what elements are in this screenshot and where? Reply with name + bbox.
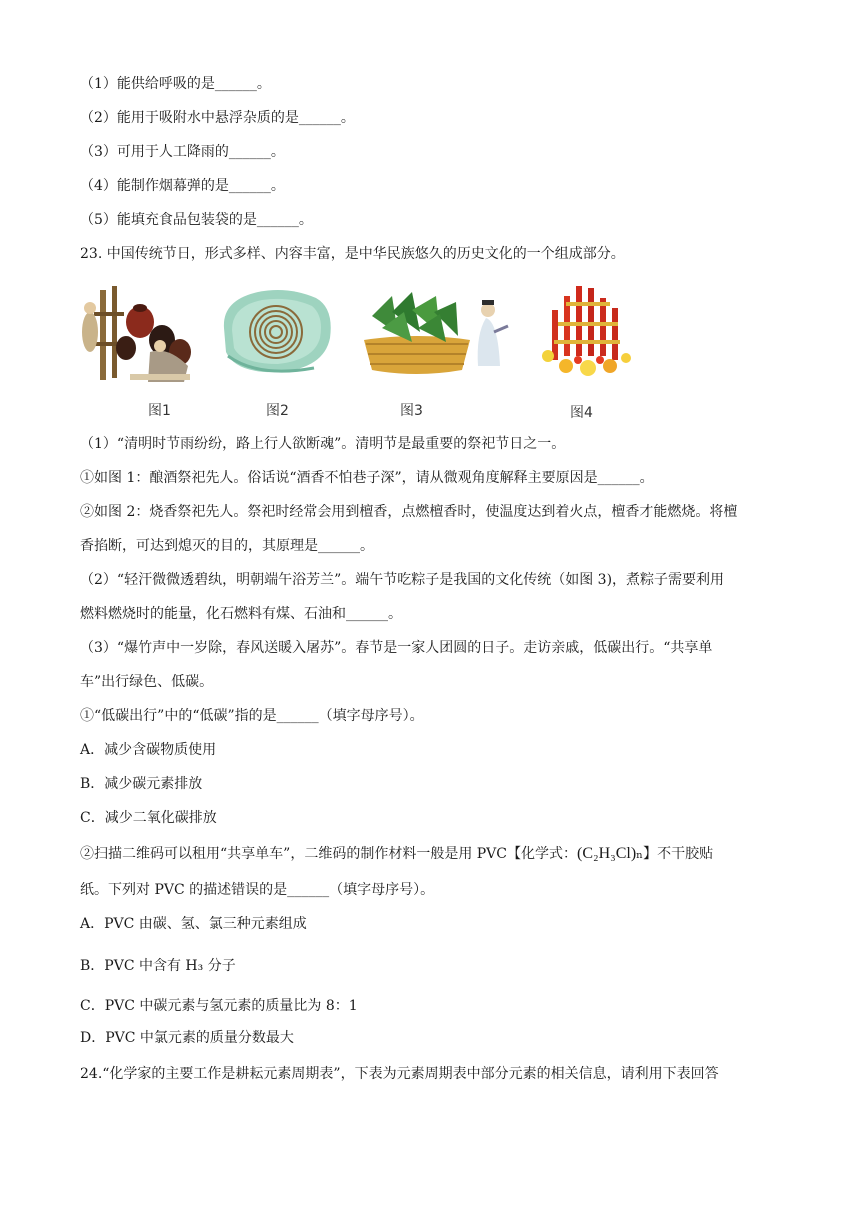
figure-1-wine-ritual-image	[80, 282, 202, 390]
q23-part3-a: ①“低碳出行”中的“低碳”指的是______（填字母序号）。	[80, 708, 424, 724]
q23-part3-b-option-b: B．PVC 中含有 H₃ 分子	[80, 958, 236, 974]
q23-stem: 23. 中国传统节日，形式多样、内容丰富，是中华民族悠久的历史文化的一个组成部分。	[80, 246, 625, 262]
figure-4-caption: 图4	[570, 405, 593, 421]
figure-4-firecrackers-image	[536, 282, 636, 380]
figure-3-caption: 图3	[400, 403, 423, 419]
q23-part1-intro: （1）“清明时节雨纷纷，路上行人欲断魂”。清明节是最重要的祭祀节日之一。	[80, 436, 566, 452]
q23-part1-a: ①如图 1：酿酒祭祀先人。俗话说“酒香不怕巷子深”，请从微观角度解释主要原因是______。	[80, 470, 654, 486]
q22-item-2: （2）能用于吸附水中悬浮杂质的是______。	[80, 110, 355, 126]
q23-part3-b-option-d: D．PVC 中氯元素的质量分数最大	[80, 1030, 294, 1046]
figure-3-zongzi-image	[358, 282, 514, 378]
q23-part3-b-text-post: 】不干胶贴	[643, 846, 714, 862]
q23-part3-b-option-a: A．PVC 由碳、氢、氯三种元素组成	[80, 916, 307, 932]
q23-part3-b-line1	[80, 844, 713, 864]
q22-item-5: （5）能填充食品包装袋的是______。	[80, 212, 313, 228]
q23-part3-line2: 车”出行绿色、低碳。	[80, 674, 214, 690]
figure-2-incense-coil-image	[218, 282, 336, 380]
q23-part3-line1: （3）“爆竹声中一岁除，春风送暖入屠苏”。春节是一家人团圆的日子。走访亲戚，低碳出行。“共享单	[80, 640, 713, 656]
q23-part2-line2: 燃料燃烧时的能量，化石燃料有煤、石油和______。	[80, 606, 402, 622]
q24-stem: 24.“化学家的主要工作是耕耘元素周期表”，下表为元素周期表中部分元素的相关信息，请利用下表回答	[80, 1066, 719, 1082]
q23-part3-a-option-b: B．减少碳元素排放	[80, 776, 203, 792]
q23-part1-b-line2: 香掐断，可达到熄灭的目的，其原理是______。	[80, 538, 374, 554]
q23-part3-b-line2: 纸。下列对 PVC 的描述错误的是______（填字母序号）。	[80, 882, 435, 898]
q23-figures	[80, 282, 660, 422]
q22-item-1: （1）能供给呼吸的是______。	[80, 76, 271, 92]
figure-2-caption: 图2	[266, 403, 289, 419]
figure-1-caption: 图1	[148, 403, 171, 419]
q23-part3-b-option-c: C．PVC 中碳元素与氢元素的质量比为 8：1	[80, 998, 358, 1014]
pvc-formula: (C₂H₃Cl)ₙ	[577, 845, 644, 862]
q23-part2-line1: （2）“轻汗微微透碧纨，明朝端午浴芳兰”。端午节吃粽子是我国的文化传统（如图 3)，煮粽子需要利用	[80, 572, 725, 588]
q22-item-3: （3）可用于人工降雨的______。	[80, 144, 285, 160]
q23-part3-a-option-c: C．减少二氧化碳排放	[80, 810, 217, 826]
q23-part3-a-option-a: A．减少含碳物质使用	[80, 742, 217, 758]
q23-part1-b-line1: ②如图 2：烧香祭祀先人。祭祀时经常会用到檀香，点燃檀香时，使温度达到着火点，檀香才能燃烧。将檀	[80, 504, 738, 520]
q22-item-4: （4）能制作烟幕弹的是______。	[80, 178, 285, 194]
q23-part3-b-text-pre: ②扫描二维码可以租用“共享单车”，二维码的制作材料一般是用 PVC【化学式：	[80, 846, 578, 862]
